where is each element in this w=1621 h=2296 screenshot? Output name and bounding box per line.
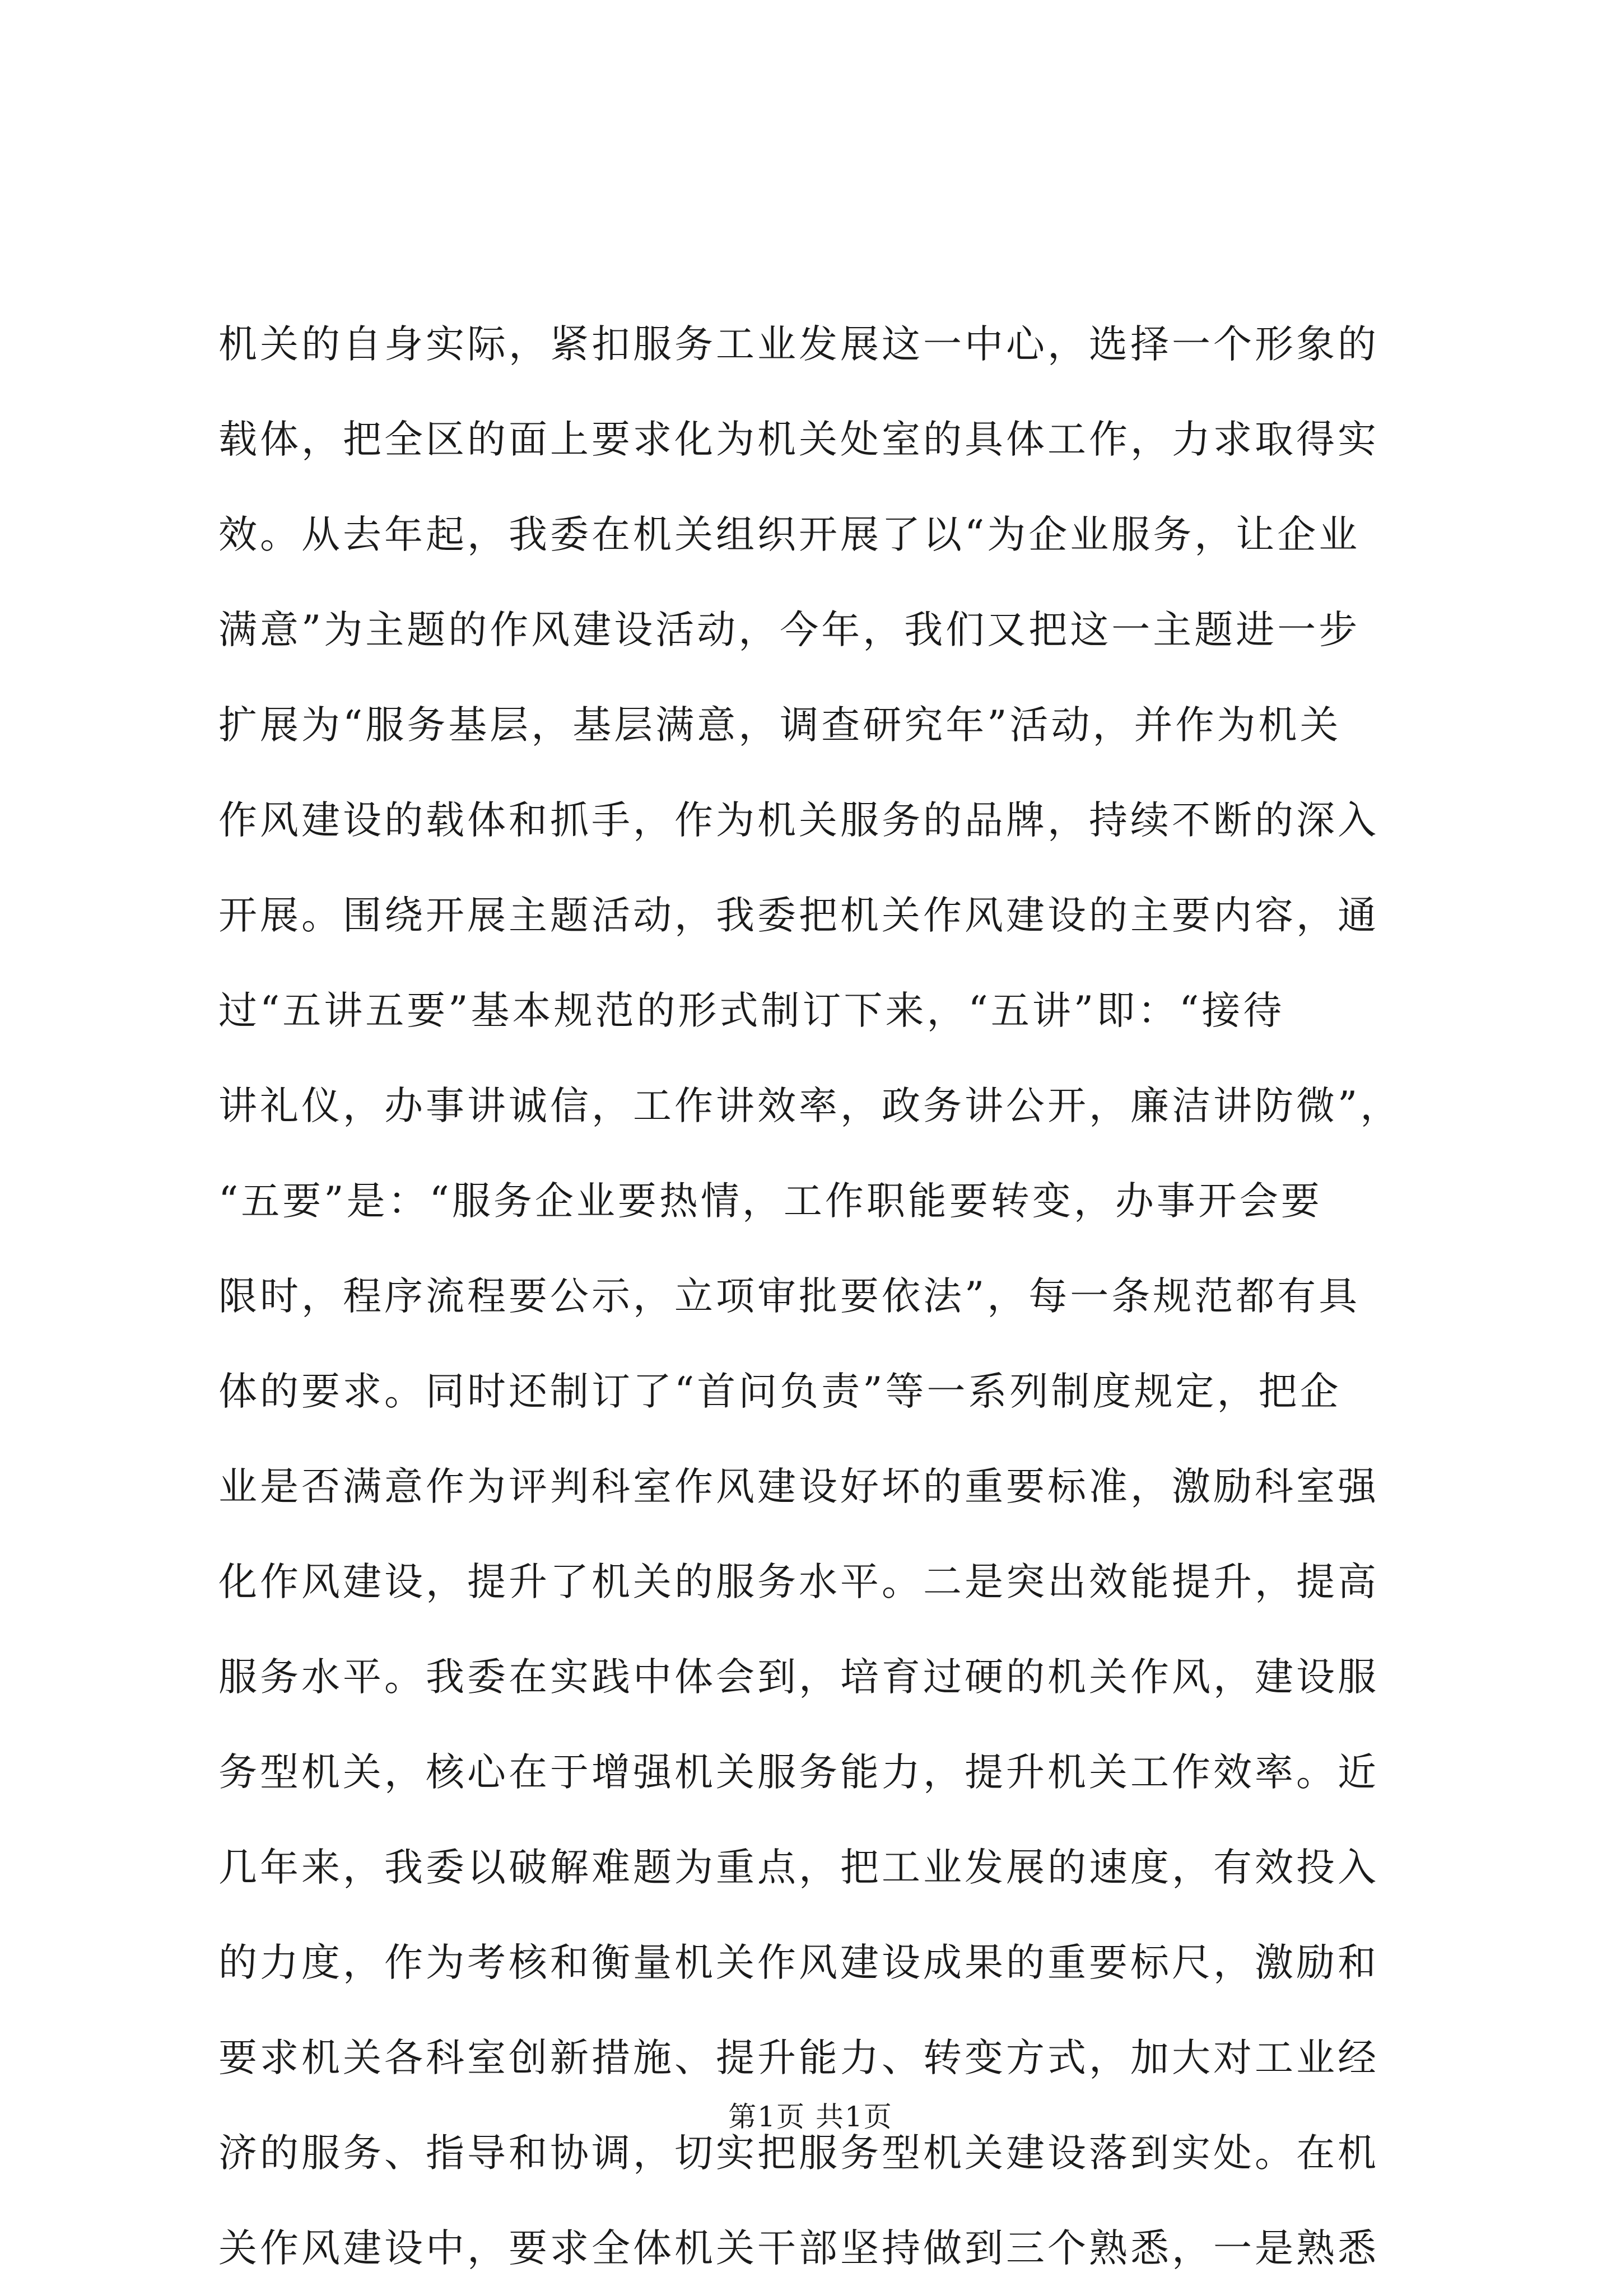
text-line: 作风建设的载体和抓手，作为机关服务的品牌，持续不断的深入 [218,798,1379,843]
text-line: 几年来，我委以破解难题为重点，把工业发展的速度，有效投入 [218,1845,1379,1890]
text-line: 过“五讲五要”基本规范的形式制订下来，“五讲”即：“接待 [218,988,1285,1033]
text-line: 济的服务、指导和协调，切实把服务型机关建设落到实处。在机 [218,2131,1379,2176]
text-line: 效。从去年起，我委在机关组织开展了以“为企业服务，让企业 [218,512,1361,557]
text-line: 载体，把全区的面上要求化为机关处室的具体工作，力求取得实 [218,417,1379,462]
text-line: 关作风建设中，要求全体机关干部坚持做到三个熟悉，一是熟悉 [218,2226,1379,2271]
text-line: 要求机关各科室创新措施、提升能力、转变方式，加大对工业经 [218,2036,1379,2080]
text-line: 的力度，作为考核和衡量机关作风建设成果的重要标尺，激励和 [218,1940,1379,1985]
document-body [218,297,1417,2296]
text-line: 限时，程序流程要公示，立项审批要依法”，每一条规范都有具 [218,1274,1361,1319]
page-number-footer: 第1页 共1页 [728,2101,893,2133]
text-line: 开展。围绕开展主题活动，我委把机关作风建设的主要内容，通 [218,893,1379,938]
text-line: 机关的自身实际，紧扣服务工业发展这一中心，选择一个形象的 [218,322,1379,367]
text-line: 体的要求。同时还制订了“首问负责”等一系列制度规定，把企 [218,1369,1341,1414]
text-line: 化作风建设，提升了机关的服务水平。二是突出效能提升，提高 [218,1560,1379,1604]
text-line: 服务水平。我委在实践中体会到，培育过硬的机关作风，建设服 [218,1655,1379,1700]
text-line: 扩展为“服务基层，基层满意，调查研究年”活动，并作为机关 [218,703,1341,748]
text-line: 业是否满意作为评判科室作风建设好坏的重要标准，激励科室强 [218,1464,1379,1509]
text-line: 讲礼仪，办事讲诚信，工作讲效率，政务讲公开，廉洁讲防微”， [218,1084,1402,1128]
text-line: 满意”为主题的作风建设活动，今年，我们又把这一主题进一步 [218,608,1361,652]
text-line: “五要”是：“服务企业要热情，工作职能要转变，办事开会要 [218,1179,1322,1224]
text-line: 务型机关，核心在于增强机关服务能力，提升机关工作效率。近 [218,1750,1379,1795]
